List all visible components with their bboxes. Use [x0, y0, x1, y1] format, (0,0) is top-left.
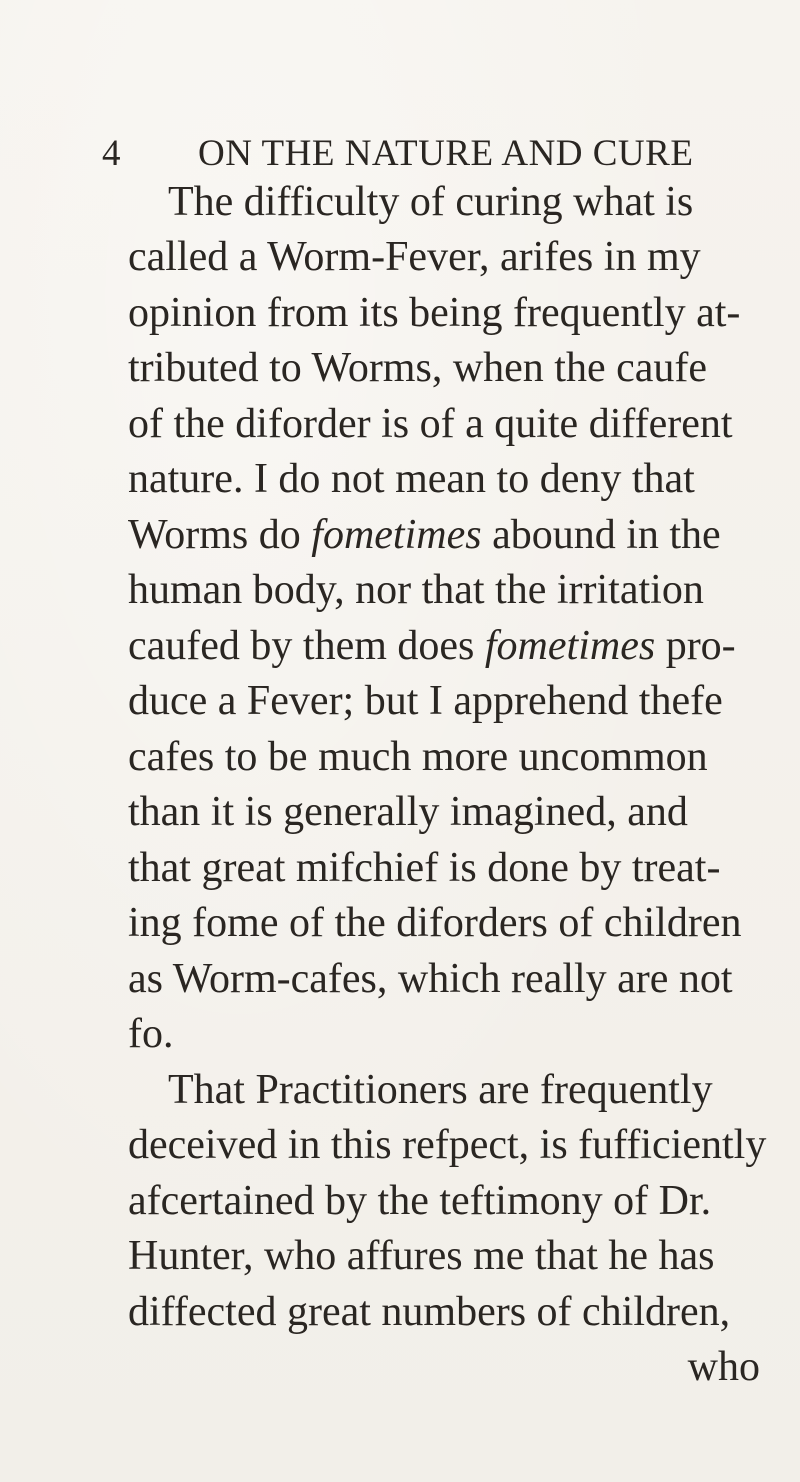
text-line	[128, 514, 721, 556]
text-line	[128, 625, 736, 667]
text-line: The difficulty of curing what is	[168, 179, 694, 225]
text-fragment: Worms do	[128, 512, 301, 558]
text-line: than it is generally imagined, and	[128, 789, 688, 835]
text-fragment: abound in the	[492, 512, 721, 558]
page-number: 4	[102, 133, 121, 174]
text-fragment: pro-	[665, 623, 736, 669]
text-line: Hunter, who affures me that he has	[128, 1233, 715, 1279]
text-line: of the diforder is of a quite different	[128, 401, 733, 447]
text-line: opinion from its being frequently at-	[128, 290, 741, 336]
text-fragment: caufed by them does	[128, 623, 475, 669]
text-line: nature. I do not mean to deny that	[128, 456, 695, 502]
text-line: as Worm-cafes, which really are not	[128, 956, 733, 1002]
text-line: afcertained by the teftimony of Dr.	[128, 1178, 712, 1224]
catchword: who	[687, 1344, 760, 1390]
italic-word: fometimes	[484, 623, 656, 669]
text-line: tributed to Worms, when the caufe	[128, 345, 708, 391]
text-line: human body, nor that the irritation	[128, 567, 704, 613]
text-line: cafes to be much more uncommon	[128, 734, 708, 780]
text-line: diffected great numbers of children,	[128, 1289, 731, 1335]
text-line: fo.	[128, 1011, 174, 1057]
running-head-title: ON THE NATURE AND CURE	[198, 133, 694, 174]
text-line: duce a Fever; but I apprehend thefe	[128, 678, 723, 724]
text-line: deceived in this refpect, is fufficiently	[128, 1122, 767, 1168]
italic-word: fometimes	[311, 512, 482, 558]
text-line: that great mifchief is done by treat-	[128, 845, 721, 891]
text-line: called a Worm-Fever, arifes in my	[128, 234, 701, 280]
text-line: ing fome of the diforders of children	[128, 900, 742, 946]
text-line: That Practitioners are frequently	[168, 1067, 713, 1113]
